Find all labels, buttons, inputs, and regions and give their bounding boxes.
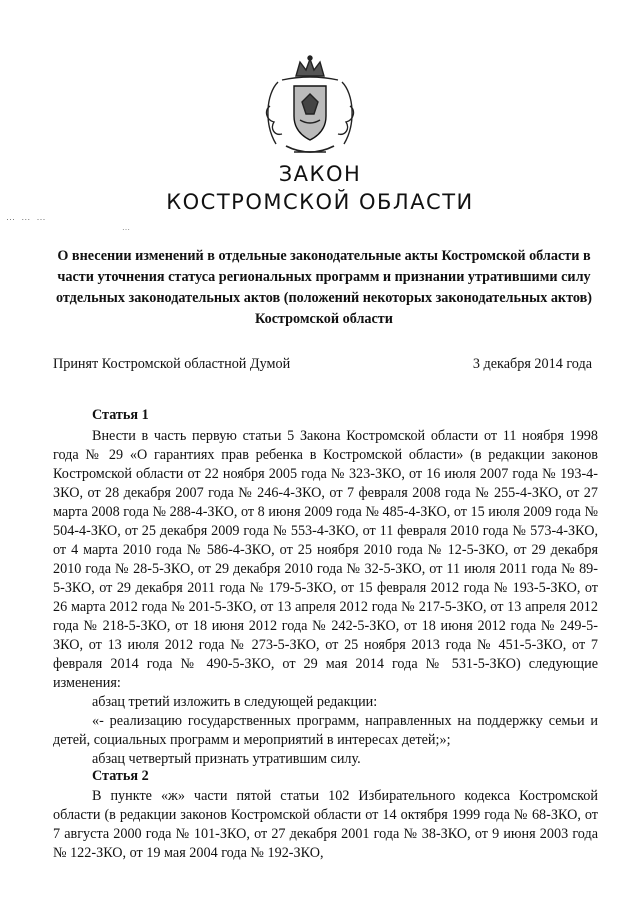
scan-mark: ⋯ xyxy=(122,225,130,234)
article-1-paragraph: «- реализацию государственных программ, направленных на поддержку семьи и детей, социальных программ и мероприятий в интересах детей;»; xyxy=(53,713,598,748)
adopted-by: Принят Костромской областной Думой xyxy=(53,356,291,372)
law-subject-heading: О внесении изменений в отдельные законодательные акты Костромской области в части уточнения статуса региональных программ и признании утратившими силу отдельных законодательных актов (положений некоторых законодательных актов) Костромской области xyxy=(55,248,593,327)
article-2-paragraph: В пункте «ж» части пятой статьи 102 Избирательного кодекса Костромской области (в редакции законов Костромской области от 14 октября 1999 года № 68-ЗКО, от 7 августа 2000 года № 101-ЗКО, от 27 декабря 2001 года № 38-ЗКО, от 9 июня 2003 года № 122-ЗКО, от 19 мая 2004 года № 192-ЗКО, xyxy=(53,788,598,861)
law-region-title: КОСТРОМСКОЙ ОБЛАСТИ xyxy=(166,190,474,214)
article-1-title: Статья 1 xyxy=(92,407,149,423)
article-1-paragraph: абзац четвертый признать утратившим силу. xyxy=(92,751,361,767)
scan-mark: ⋯ ⋯ ⋯ xyxy=(6,214,48,224)
coat-of-arms-emblem xyxy=(256,54,364,162)
article-1-paragraph: абзац третий изложить в следующей редакции: xyxy=(92,694,378,710)
article-1-paragraph: Внести в часть первую статьи 5 Закона Костромской области от 11 ноября 1998 года № 29 «О гарантиях прав ребенка в Костромской области» (в редакции законов Костромской области от 22 ноября 2005 года № 323-ЗКО, от 16 июля 2007 года № 193-4-ЗКО, от 28 декабря 2007 года № 246-4-ЗКО, от 7 февраля 2008 года № 255-4-ЗКО, от 27 марта 2008 года № 288-4-ЗКО, от 8 июня 2009 года № 485-4-ЗКО, от 15 июля 2009 года № 504-4-ЗКО, от 25 декабря 2009 года № 553-4-ЗКО, от 11 февраля 2010 года № 573-4-ЗКО, от 4 марта 2010 года № 586-4-ЗКО, от 25 ноября 2010 года № 12-5-ЗКО, от 29 декабря 2010 года № 28-5-ЗКО, от 29 декабря 2010 года № 32-5-ЗКО, от 11 июля 2011 года № 89-5-ЗКО, от 29 декабря 2011 года № 179-5-ЗКО, от 15 февраля 2012 года № 193-5-ЗКО, от 26 марта 2012 года № 201-5-ЗКО, от 13 апреля 2012 года № 217-5-ЗКО, от 13 апреля 2012 года № 218-5-ЗКО, от 18 июня 2012 года № 242-5-ЗКО, от 18 июня 2012 года № 249-5-ЗКО, от 13 июля 2012 года № 273-5-ЗКО, от 25 ноября 2013 года № 451-5-ЗКО, от 7 февраля 2014 года № 490-5-ЗКО, от 29 мая 2014 года № 531-5-ЗКО) следующие изменения: xyxy=(53,428,598,691)
article-2-title: Статья 2 xyxy=(92,768,149,784)
law-title: ЗАКОН xyxy=(278,162,362,186)
adoption-date: 3 декабря 2014 года xyxy=(472,356,592,372)
article-2-body xyxy=(53,787,598,863)
article-1-body xyxy=(53,427,598,769)
